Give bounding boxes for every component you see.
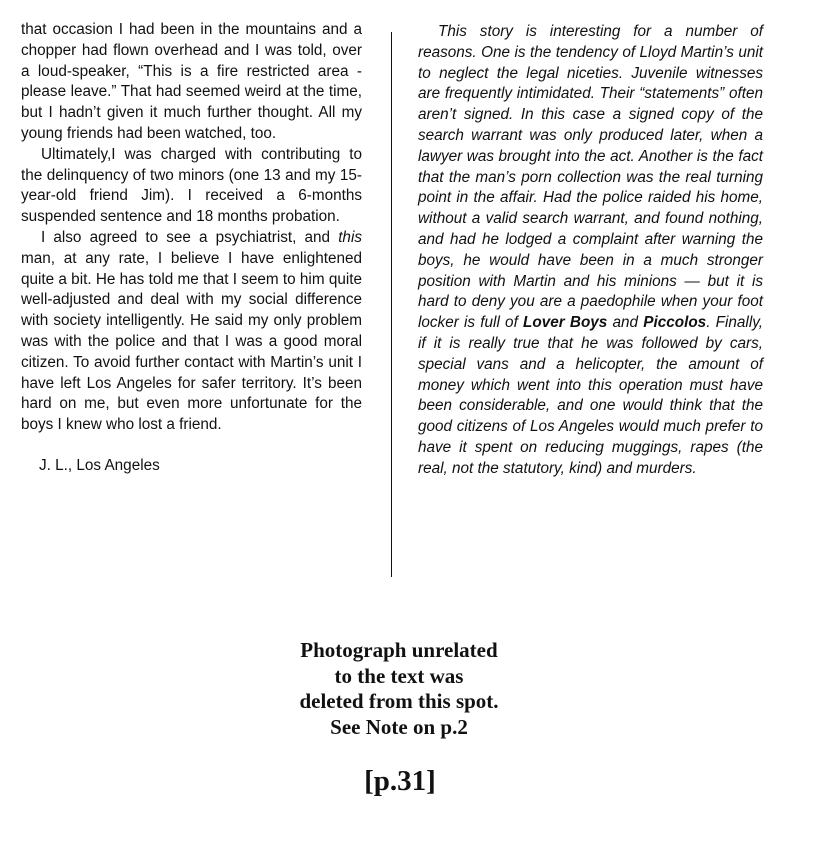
letter-signature: J. L., Los Angeles: [39, 456, 160, 474]
editorial-comment-column: [418, 22, 763, 480]
note-line: Photograph unrelated: [300, 638, 498, 662]
comment-text-and: and: [607, 314, 644, 332]
letter-paragraph-2: Ultimately,I was charged with contributing to the delinquency of two minors (one 13 and my 15-year-old friend Jim). I received a 6-months suspended sentence and 18 months probation.: [21, 145, 362, 226]
note-line: See Note on p.2: [330, 714, 468, 739]
magazine-title-lover-boys: Lover Boys: [523, 314, 608, 332]
letter-paragraph-3: [21, 228, 362, 436]
deleted-photo-note: [200, 638, 598, 740]
comment-text-before: This story is interesting for a number of reasons. One is the tendency of Lloyd Martin’s unit to neglect the legal niceties. Juvenile witnesses are frequently intimidated. Their “statements” often aren’t signed. In this case a signed copy of the search warrant was only produced later, when a lawyer was brought into the act. Another is the fact that the man’s porn collection was the real turning point in the affair. Had the police raided his home, without a valid search warrant, and found nothing, and had he lodged a complaint after warning the boys, he would have been in a much stronger position with Martin and his minions — but it is hard to deny you are a paedophile when your foot locker is full of: [418, 23, 763, 332]
letter-paragraph-1: that occasion I had been in the mountains and a chopper had flown overhead and I was told, over a loud-speaker, “This is a fire restricted area - please leave.” That had seemed weird at the time, but I hadn’t given it much further thought. All my young friends had been watched, too.: [21, 21, 362, 142]
letter-paragraph-3-rest: man, at any rate, I believe I have enlightened quite a bit. He has told me that I seem to him quite well-adjusted and deal with my social difference with society intelligently. He said my only problem was with the police and that I was a good moral citizen. To avoid further contact with Martin’s unit I have left Los Angeles for safer territory. It’s been hard on me, but even more unfortunate for the boys I knew who lost a friend.: [21, 249, 362, 434]
letter-paragraph-3-text: I also agreed to see a psychiatrist, and: [41, 228, 339, 246]
page-number: [p.31]: [364, 765, 436, 797]
note-line: deleted from this spot.: [299, 689, 499, 713]
letter-column: [21, 20, 362, 477]
magazine-title-piccolos: Piccolos: [643, 314, 707, 332]
note-line: to the text was: [334, 663, 464, 688]
column-divider: [391, 32, 392, 577]
comment-text-after: . Finally, if it is really true that he was followed by cars, special vans and a helicopter, the amount of money which went into this operation must have been considerable, and one would think that the good citizens of Los Angeles would much prefer to have it spent on reducing muggings, rapes (the real, not the statutory, kind) and murders.: [418, 314, 763, 477]
editorial-comment-paragraph: [418, 22, 763, 480]
emphasis-this: this: [338, 228, 362, 246]
